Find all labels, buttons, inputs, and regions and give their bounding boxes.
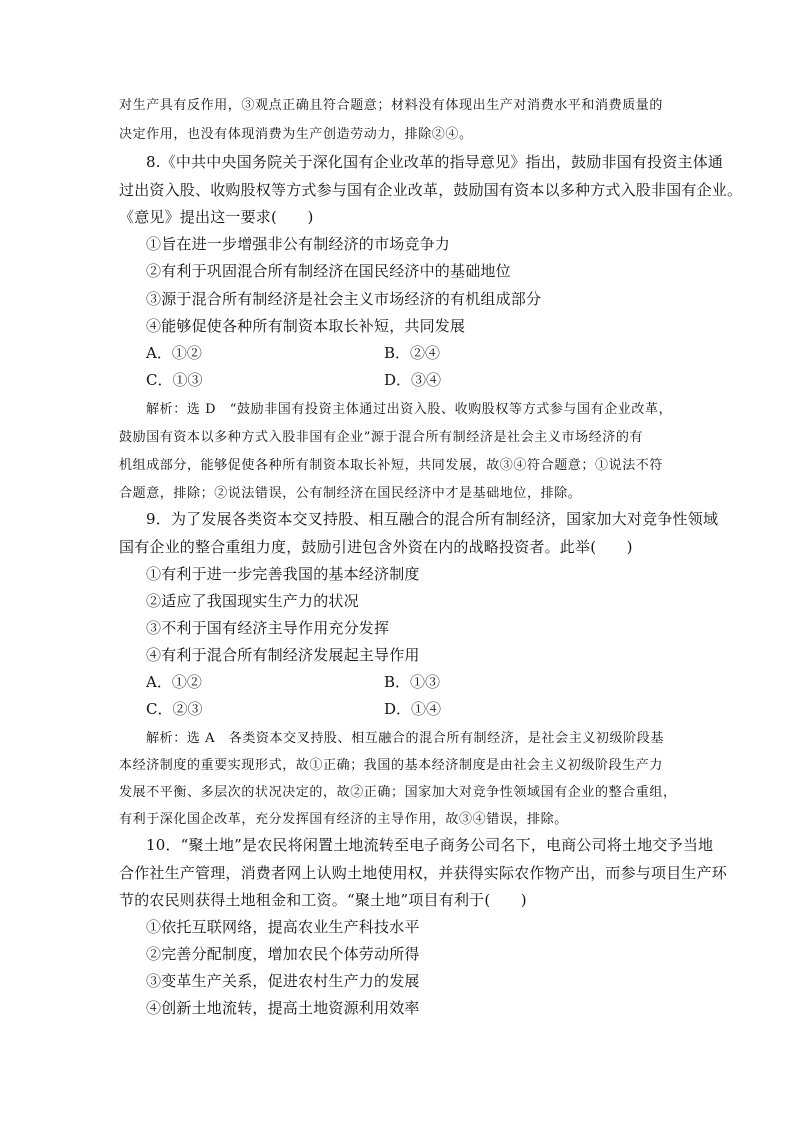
q10-statement-2: ②完善分配制度，增加农民个体劳动所得	[146, 945, 420, 963]
q9-option-b: B．①③	[384, 673, 441, 691]
q9-stem-line-1: 9．为了发展各类资本交叉持股、相互融合的混合所有制经济，国家加大对竞争性领域	[146, 510, 719, 528]
q10-statement-3: ③变革生产关系，促进农村生产力的发展	[146, 972, 420, 990]
q8-explanation-line-1: 解析：选 D “鼓励非国有投资主体通过出资入股、收购股权等方式参与国有企业改革，	[146, 402, 673, 417]
q8-explanation-line-2: 鼓励国有资本以多种方式入股非国有企业”源于混合所有制经济是社会主义市场经济的有	[119, 430, 644, 445]
q8-statement-4: ④能够促使各种所有制资本取长补短，共同发展	[146, 317, 466, 335]
q10-stem-line-3: 节的农民则获得土地租金和工资。“聚土地”项目有利于( )	[119, 891, 527, 909]
q8-option-b: B．②④	[384, 344, 441, 362]
prev-explanation-line-2: 决定作用，也没有体现消费为生产创造劳动力，排除②④。	[119, 127, 473, 142]
q8-option-a: A．①②	[146, 344, 202, 362]
q8-explanation-line-4: 合题意，排除；②说法错误，公有制经济在国民经济中才是基础地位，排除。	[119, 486, 582, 501]
q10-stem-line-1: 10．“聚土地”是农民将闲置土地流转至电子商务公司名下，电商公司将土地交予当地	[146, 836, 714, 854]
q10-statement-4: ④创新土地流转，提高土地资源利用效率	[146, 999, 420, 1017]
q9-statement-3: ③不利于国有经济主导作用充分发挥	[146, 619, 390, 637]
q8-statement-1: ①旨在进一步增强非公有制经济的市场竞争力	[146, 235, 451, 253]
q9-statement-2: ②适应了我国现实生产力的状况	[146, 592, 359, 610]
q8-explanation-line-3: 机组成部分，能够促使各种所有制资本取长补短，共同发展，故③④符合题意；①说法不符	[119, 458, 664, 473]
q10-stem-line-2: 合作社生产管理，消费者网上认购土地使用权，并获得实际农作物产出，而参与项目生产环	[119, 864, 728, 882]
q8-stem-line-3: 《意见》提出这一要求( )	[119, 208, 314, 226]
q9-explanation-line-1: 解析：选 A 各类资本交叉持股、相互融合的混合所有制经济，是社会主义初级阶段基	[146, 731, 664, 746]
q9-option-c: C．②③	[146, 700, 203, 718]
q10-statement-1: ①依托互联网络，提高农业生产科技水平	[146, 918, 420, 936]
q8-option-d: D．③④	[384, 371, 442, 389]
prev-explanation-line-1: 对生产具有反作用，③观点正确且符合题意；材料没有体现出生产对消费水平和消费质量的	[119, 98, 664, 113]
q9-explanation-line-3: 发展不平衡、多层次的状况决定的，故②正确；国家加大对竞争性领域国有企业的整合重组，	[119, 785, 677, 800]
q9-option-a: A．①②	[146, 673, 202, 691]
q8-stem-line-2: 过出资入股、收购股权等方式参与国有企业改革，鼓励国有资本以多种方式入股非国有企业。	[119, 181, 743, 199]
q9-explanation-line-4: 有利于深化国企改革，充分发挥国有经济的主导作用，故③④错误，排除。	[119, 812, 568, 827]
q9-statement-4: ④有利于混合所有制经济发展起主导作用	[146, 646, 420, 664]
q9-explanation-line-2: 本经济制度的重要实现形式，故①正确；我国的基本经济制度是由社会主义初级阶段生产力	[119, 758, 664, 773]
q8-statement-3: ③源于混合所有制经济是社会主义市场经济的有机组成部分	[146, 290, 542, 308]
q8-option-c: C．①③	[146, 371, 203, 389]
q9-statement-1: ①有利于进一步完善我国的基本经济制度	[146, 565, 420, 583]
q9-stem-line-2: 国有企业的整合重组力度，鼓励引进包含外资在内的战略投资者。此举( )	[119, 538, 633, 556]
q9-option-d: D．①④	[384, 700, 442, 718]
q8-statement-2: ②有利于巩固混合所有制经济在国民经济中的基础地位	[146, 262, 511, 280]
q8-stem-line-1: 8.《中共中央国务院关于深化国有企业改革的指导意见》指出，鼓励非国有投资主体通	[146, 153, 724, 171]
